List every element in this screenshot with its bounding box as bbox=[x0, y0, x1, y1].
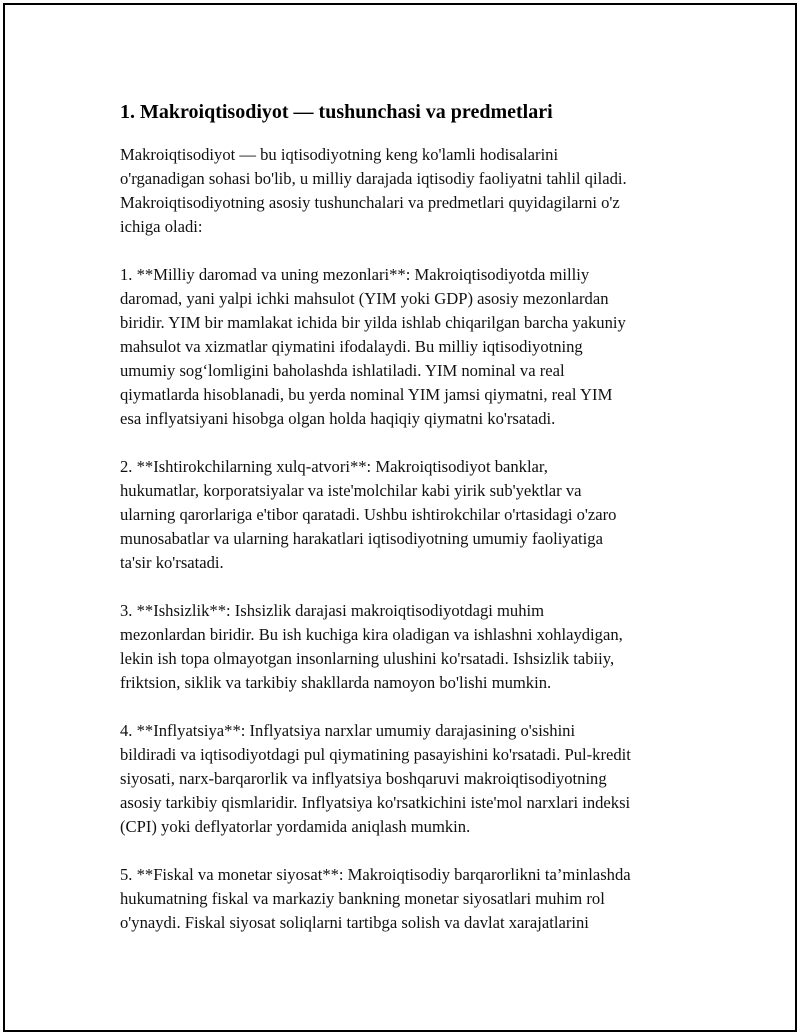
paragraph-inflation: 4. **Inflyatsiya**: Inflyatsiya narxlar umumiy darajasining o'sishini bildiradi va iqtisodiyotdagi pul qiymatining pasayishini ko'rsatadi. Pul-kredit siyosati, narx-barqarorlik va inflyatsiya boshqaruvi makroiqtisodiyotning asosiy tarkibiy qismlaridir. Inflyatsiya ko'rsatkichini iste'mol narxlari indeksi (CPI) yoki deflyatorlar yordamida aniqlash mumkin. bbox=[120, 721, 631, 836]
paragraph-national-income: 1. **Milliy daromad va uning mezonlari**: Makroiqtisodiyotda milliy daromad, yani yalpi ichki mahsulot (YIM yoki GDP) asosiy mezonlardan biridir. YIM bir mamlakat ichida bir yilda ishlab chiqarilgan barcha yakuniy mahsulot va xizmatlar qiymatini ifodalaydi. Bu milliy iqtisodiyotning umumiy sog‘lomligini baholashda ishlatiladi. YIM nominal va real qiymatlarda hisoblanadi, bu yerda nominal YIM jamsi qiymatni, real YIM esa inflyatsiyani hisobga olgan holda haqiqiy qiymatni ko'rsatadi. bbox=[120, 265, 626, 428]
document-body bbox=[120, 99, 700, 959]
paragraph-unemployment: 3. **Ishsizlik**: Ishsizlik darajasi makroiqtisodiyotdagi muhim mezonlardan biridir. Bu ish kuchiga kira oladigan va ishlashni xohlaydigan, lekin ish topa olmayotgan insonlarning ulushini ko'rsatadi. Ishsizlik tabiiy, friktsion, siklik va tarkibiy shakllarda namoyon bo'lishi mumkin. bbox=[120, 601, 623, 692]
paragraph-participants-behavior: 2. **Ishtirokchilarning xulq-atvori**: Makroiqtisodiyot banklar, hukumatlar, korporatsiyalar va iste'molchilar kabi yirik sub'yektlar va ularning qarorlariga e'tibor qaratadi. Ushbu ishtirokchilar o'rtasidagi o'zaro munosabatlar va ularning harakatlari iqtisodiyotning umumiy faoliyatiga ta'sir ko'rsatadi. bbox=[120, 457, 617, 572]
document-title: 1. Makroiqtisodiyot — tushunchasi va predmetlari bbox=[120, 101, 553, 123]
intro-paragraph: Makroiqtisodiyot — bu iqtisodiyotning keng ko'lamli hodisalarini o'rganadigan sohasi bo'lib, u milliy darajada iqtisodiy faoliyatni tahlil qiladi. Makroiqtisodiyotning asosiy tushunchalari va predmetlari quyidagilarni o'z ichiga oladi: bbox=[120, 145, 627, 236]
paragraph-fiscal-monetary-policy: 5. **Fiskal va monetar siyosat**: Makroiqtisodiy barqarorlikni ta’minlashda hukumatning fiskal va markaziy bankning monetar siyosatlari muhim rol o'ynaydi. Fiskal siyosat soliqlarni tartibga solish va davlat xarajatlarini bbox=[120, 865, 631, 932]
page-frame bbox=[3, 3, 797, 1032]
